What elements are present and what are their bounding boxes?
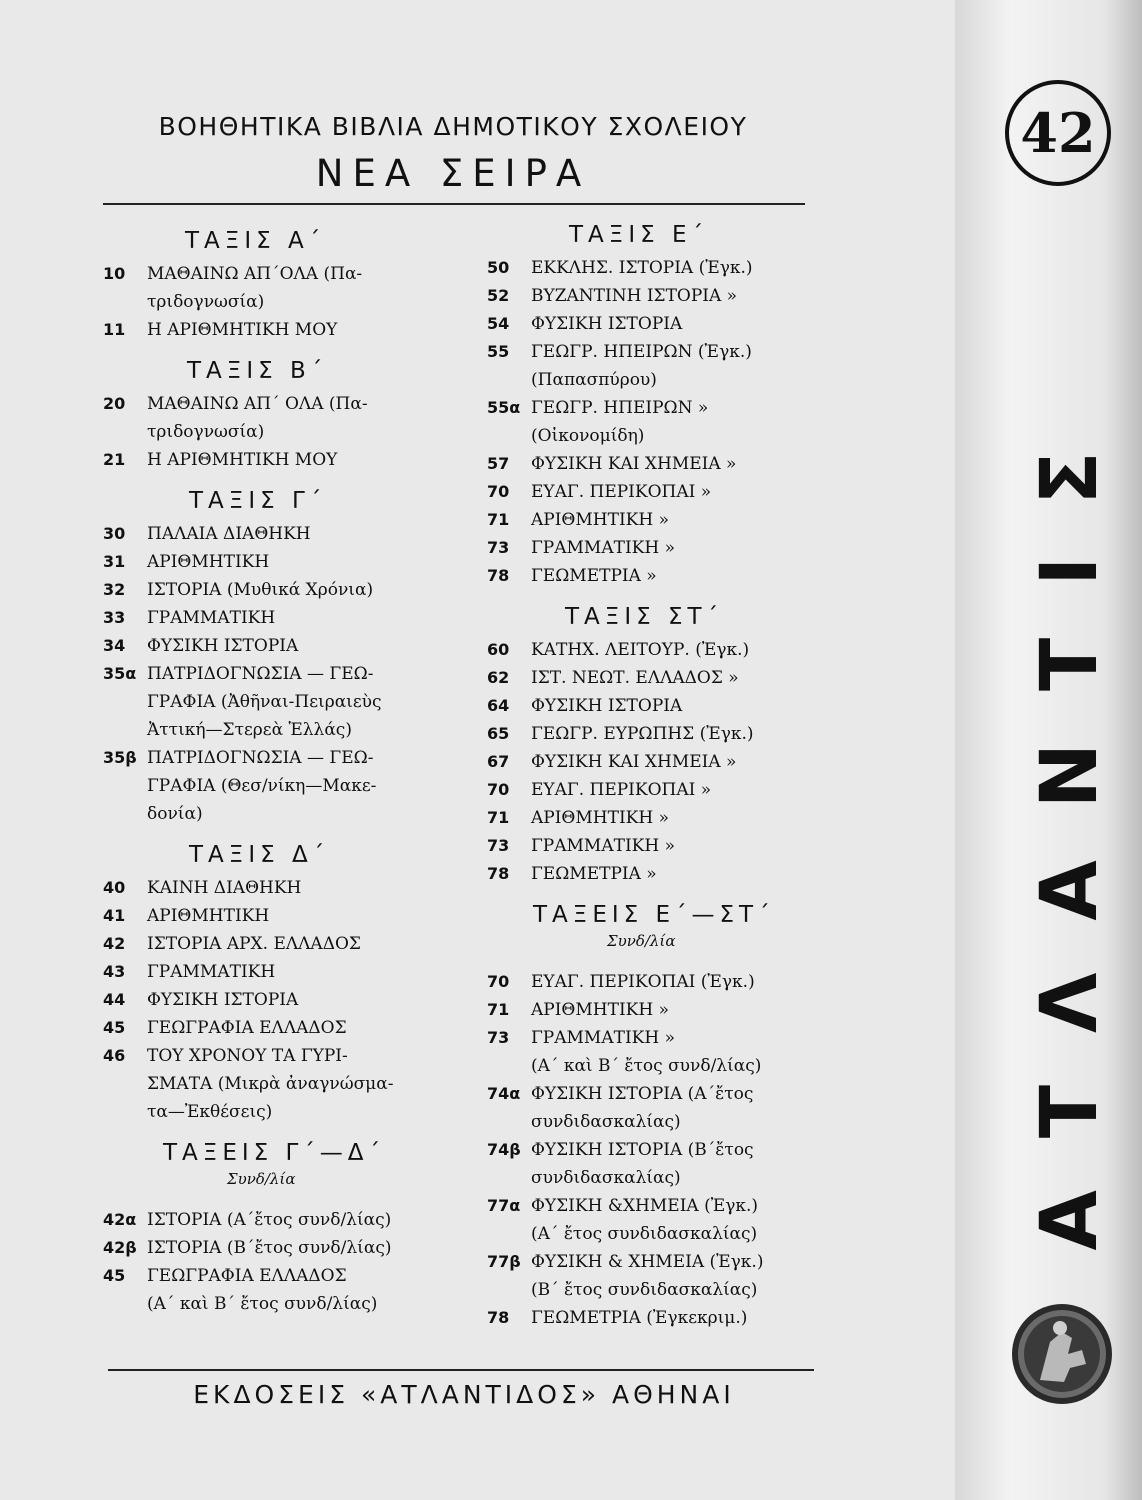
book-entry (103, 1014, 453, 1042)
coin-emblem-icon (1010, 1302, 1114, 1406)
book-title-line: (Α΄ καὶ Β΄ ἔτος συνδ/λίας) (531, 1056, 762, 1076)
left-column (103, 228, 453, 1318)
book-title (147, 390, 368, 446)
book-number: 33 (103, 608, 126, 627)
book-entry (103, 958, 453, 986)
book-title (531, 692, 682, 720)
book-number: 62 (487, 668, 510, 687)
book-title (147, 1262, 377, 1318)
book-entry (487, 282, 822, 310)
book-title (531, 450, 736, 478)
book-number: 41 (103, 906, 126, 925)
book-title-line: ΙΣΤΟΡΙΑ (Β΄ἔτος συνδ/λίας) (147, 1238, 392, 1258)
book-entry (103, 1042, 453, 1126)
book-title (147, 446, 337, 474)
book-entry (103, 316, 453, 344)
book-title-line: ΓΕΩΓΡΑΦΙΑ ΕΛΛΑΔΟΣ (147, 1018, 347, 1038)
book-title (147, 986, 298, 1014)
book-title (531, 1192, 758, 1248)
book-entry (487, 1304, 822, 1332)
book-entry (103, 1206, 453, 1234)
book-entry (487, 338, 822, 394)
book-number: 35α (103, 664, 137, 683)
book-title-line: ΚΑΤΗΧ. ΛΕΙΤΟΥΡ. (Ἐγκ.) (531, 640, 750, 660)
book-title-line: ΓΡΑΦΙΑ (Θεσ/νίκη—Μακε- (147, 776, 377, 796)
book-title-line: τριδογνωσία) (147, 292, 265, 312)
book-title-line: ΙΣΤ. ΝΕΩΤ. ΕΛΛΑΔΟΣ » (531, 668, 739, 688)
book-number: 65 (487, 724, 510, 743)
book-title (531, 254, 753, 282)
class-heading: ΤΑΞΙΣ Γ΄ (189, 488, 327, 514)
book-entry (103, 520, 453, 548)
spine-title: ΑΤΛΑΝΤΙΣ (1025, 399, 1115, 1251)
book-title-line: ΙΣΤΟΡΙΑ ΑΡΧ. ΕΛΛΑΔΟΣ (147, 934, 361, 954)
book-number: 55α (487, 398, 521, 417)
book-title (147, 874, 301, 902)
book-number: 21 (103, 450, 126, 469)
book-title (147, 632, 298, 660)
book-number: 57 (487, 454, 510, 473)
book-title-line: ΓΡΑΜΜΑΤΙΚΗ » (531, 1028, 675, 1048)
book-title (531, 860, 657, 888)
book-entry (103, 1234, 453, 1262)
book-number: 77β (487, 1252, 521, 1271)
book-entry (487, 534, 822, 562)
book-number: 74β (487, 1140, 521, 1159)
book-title-line: ΓΡΑΜΜΑΤΙΚΗ (147, 962, 276, 982)
book-title-line: συνδιδασκαλίας) (531, 1112, 681, 1132)
book-number: 73 (487, 836, 510, 855)
book-number: 78 (487, 864, 510, 883)
footer-rule (108, 1369, 814, 1371)
book-entry (103, 260, 453, 316)
book-title-line: ΦΥΣΙΚΗ ΙΣΤΟΡΙΑ (531, 696, 683, 716)
publisher-footer: ΕΚΔΟΣΕΙΣ «ΑΤΛΑΝΤΙΔΟΣ» ΑΘΗΝΑΙ (193, 1380, 735, 1409)
book-title (531, 804, 669, 832)
book-title (147, 660, 382, 744)
book-title (531, 968, 755, 996)
header-rule (103, 203, 805, 205)
page-title: ΒΟΗΘΗΤΙΚΑ ΒΙΒΛΙΑ ΔΗΜΟΤΙΚΟΥ ΣΧΟΛΕΙΟΥ (158, 112, 748, 141)
book-title (531, 562, 657, 590)
book-title-line: Ἀττική—Στερεὰ Ἑλλάς) (147, 720, 352, 740)
book-title-line: ΦΥΣΙΚΗ ΙΣΤΟΡΙΑ (147, 636, 299, 656)
book-entry (487, 664, 822, 692)
book-title-line: ΦΥΣΙΚΗ ΙΣΤΟΡΙΑ (531, 314, 683, 334)
book-number: 74α (487, 1084, 521, 1103)
book-title (531, 664, 739, 692)
book-number: 52 (487, 286, 510, 305)
book-number: 34 (103, 636, 126, 655)
book-number: 78 (487, 566, 510, 585)
book-entry (103, 874, 453, 902)
book-entry (103, 986, 453, 1014)
book-entry (487, 506, 822, 534)
book-entry (487, 692, 822, 720)
book-title (531, 534, 675, 562)
book-title-line: ΑΡΙΘΜΗΤΙΚΗ (147, 906, 270, 926)
book-title (147, 260, 362, 316)
book-title-line: ΓΕΩΜΕΤΡΙΑ (Ἐγκεκριμ.) (531, 1308, 748, 1328)
book-entry (487, 478, 822, 506)
book-number: 40 (103, 878, 126, 897)
book-entry (487, 748, 822, 776)
book-entry (103, 902, 453, 930)
book-title-line: ΑΡΙΘΜΗΤΙΚΗ » (531, 808, 669, 828)
book-number: 64 (487, 696, 510, 715)
book-title (147, 930, 361, 958)
book-number: 70 (487, 482, 510, 501)
book-title-line: ΓΕΩΓΡ. ΗΠΕΙΡΩΝ (Ἐγκ.) (531, 342, 752, 362)
series-title: ΝΕΑ ΣΕΙΡΑ (315, 152, 591, 195)
book-title-line: (Α΄ καὶ Β΄ ἔτος συνδ/λίας) (147, 1294, 378, 1314)
book-number: 42α (103, 1210, 137, 1229)
book-title-line: ΜΑΘΑΙΝΩ ΑΠ΄ΟΛΑ (Πα- (147, 264, 363, 284)
book-title-line: ΙΣΤΟΡΙΑ (Μυθικά Χρόνια) (147, 580, 374, 600)
book-title (147, 1042, 393, 1126)
right-column (487, 222, 822, 1332)
book-entry (487, 832, 822, 860)
catalog-number-badge: 42 (1005, 80, 1111, 186)
class-heading: ΤΑΞΕΙΣ Γ΄—Δ΄ (163, 1140, 386, 1166)
book-title-line: ΕΥΑΓ. ΠΕΡΙΚΟΠΑΙ » (531, 482, 712, 502)
book-entry (103, 930, 453, 958)
book-title-line: (Οἰκονομίδη) (531, 426, 645, 446)
book-number: 44 (103, 990, 126, 1009)
book-entry (487, 1024, 822, 1080)
book-title-line: ΤΟΥ ΧΡΟΝΟΥ ΤΑ ΓΥΡΙ- (147, 1046, 348, 1066)
book-title-line: (Α΄ ἔτος συνδιδασκαλίας) (531, 1224, 758, 1244)
book-entry (487, 310, 822, 338)
book-title-line: ΓΕΩΓΡ. ΗΠΕΙΡΩΝ » (531, 398, 709, 418)
book-title (147, 1234, 391, 1262)
book-title-line: ΓΡΑΦΙΑ (Ἀθῆναι-Πειραιεὺς (147, 692, 382, 712)
book-number: 42β (103, 1238, 137, 1257)
book-title (531, 776, 711, 804)
book-entry (487, 1248, 822, 1304)
book-title-line: ΓΕΩΓΡΑΦΙΑ ΕΛΛΑΔΟΣ (147, 1266, 347, 1286)
book-title-line: ΠΑΛΑΙΑ ΔΙΑΘΗΚΗ (147, 524, 311, 544)
book-number: 67 (487, 752, 510, 771)
book-number: 77α (487, 1196, 521, 1215)
book-title (531, 338, 752, 394)
book-number: 78 (487, 1308, 510, 1327)
class-subheading: Συνδ/λία (607, 932, 676, 950)
book-title-line: ΚΑΙΝΗ ΔΙΑΘΗΚΗ (147, 878, 302, 898)
book-title (147, 1206, 391, 1234)
book-entry (103, 632, 453, 660)
book-title (531, 748, 736, 776)
book-entry (103, 1262, 453, 1318)
book-entry (103, 604, 453, 632)
class-heading: ΤΑΞΙΣ Α΄ (185, 228, 326, 254)
class-heading: ΤΑΞΙΣ ΣΤ΄ (565, 604, 724, 630)
book-number: 71 (487, 510, 510, 529)
book-title-line: ΑΡΙΘΜΗΤΙΚΗ » (531, 1000, 669, 1020)
book-title-line: ΦΥΣΙΚΗ ΚΑΙ ΧΗΜΕΙΑ » (531, 454, 737, 474)
book-title (531, 478, 711, 506)
book-title (147, 520, 311, 548)
book-entry (487, 254, 822, 282)
book-title-line: ΒΥΖΑΝΤΙΝΗ ΙΣΤΟΡΙΑ » (531, 286, 738, 306)
class-subheading: Συνδ/λία (227, 1170, 296, 1188)
book-title (531, 1248, 763, 1304)
book-title (531, 832, 675, 860)
book-entry (103, 446, 453, 474)
book-title-line: ΓΕΩΜΕΤΡΙΑ » (531, 566, 657, 586)
book-title-line: τριδογνωσία) (147, 422, 265, 442)
book-number: 42 (103, 934, 126, 953)
book-title (147, 604, 275, 632)
book-title-line: ΠΑΤΡΙΔΟΓΝΩΣΙΑ — ΓΕΩ- (147, 664, 374, 684)
book-title-line: ΑΡΙΘΜΗΤΙΚΗ » (531, 510, 669, 530)
book-number: 71 (487, 808, 510, 827)
book-entry (487, 562, 822, 590)
book-title (147, 316, 337, 344)
book-title-line: ΑΡΙΘΜΗΤΙΚΗ (147, 552, 270, 572)
book-number: 35β (103, 748, 137, 767)
book-title (147, 548, 269, 576)
book-title-line: ΕΥΑΓ. ΠΕΡΙΚΟΠΑΙ » (531, 780, 712, 800)
book-entry (487, 804, 822, 832)
book-entry (487, 776, 822, 804)
book-title (147, 902, 269, 930)
book-number: 55 (487, 342, 510, 361)
book-title (147, 958, 275, 986)
book-number: 46 (103, 1046, 126, 1065)
book-title-line: δονία) (147, 804, 203, 824)
book-number: 30 (103, 524, 126, 543)
book-entry (487, 968, 822, 996)
book-entry (487, 636, 822, 664)
book-title (531, 1304, 747, 1332)
book-title-line: ΣΜΑΤΑ (Μικρὰ ἀναγνώσμα- (147, 1074, 394, 1094)
book-number: 70 (487, 972, 510, 991)
book-title (531, 1080, 753, 1136)
book-title-line: (Β΄ ἔτος συνδιδασκαλίας) (531, 1280, 758, 1300)
book-number: 71 (487, 1000, 510, 1019)
book-number: 20 (103, 394, 126, 413)
book-title-line: (Παπασπύρου) (531, 370, 657, 390)
book-title (147, 1014, 347, 1042)
book-title (531, 282, 737, 310)
book-number: 50 (487, 258, 510, 277)
book-title-line: ΓΡΑΜΜΑΤΙΚΗ » (531, 836, 675, 856)
book-number: 45 (103, 1018, 126, 1037)
book-title-line: Η ΑΡΙΘΜΗΤΙΚΗ ΜΟΥ (147, 450, 338, 470)
book-title (531, 636, 749, 664)
book-number: 31 (103, 552, 126, 571)
book-title-line: ΕΚΚΛΗΣ. ΙΣΤΟΡΙΑ (Ἐγκ.) (531, 258, 753, 278)
book-entry (487, 450, 822, 478)
book-number: 43 (103, 962, 126, 981)
book-title-line: ΙΣΤΟΡΙΑ (Α΄ἔτος συνδ/λίας) (147, 1210, 392, 1230)
book-title-line: ΦΥΣΙΚΗ ΙΣΤΟΡΙΑ (147, 990, 299, 1010)
book-title-line: ΦΥΣΙΚΗ &ΧΗΜΕΙΑ (Ἐγκ.) (531, 1196, 759, 1216)
book-number: 45 (103, 1266, 126, 1285)
book-title (531, 1136, 754, 1192)
book-entry (103, 576, 453, 604)
book-title-line: Η ΑΡΙΘΜΗΤΙΚΗ ΜΟΥ (147, 320, 338, 340)
book-number: 60 (487, 640, 510, 659)
book-title (531, 506, 669, 534)
book-title-line: ΦΥΣΙΚΗ ΙΣΤΟΡΙΑ (Α΄ἔτος (531, 1084, 754, 1104)
book-entry (487, 394, 822, 450)
book-number: 54 (487, 314, 510, 333)
book-title (531, 1024, 761, 1080)
book-title-line: ΓΕΩΓΡ. ΕΥΡΩΠΗΣ (Ἐγκ.) (531, 724, 754, 744)
book-entry (487, 1136, 822, 1192)
book-title (147, 576, 373, 604)
class-heading: ΤΑΞΕΙΣ Ε΄—ΣΤ΄ (533, 902, 775, 928)
book-title-line: ΓΕΩΜΕΤΡΙΑ » (531, 864, 657, 884)
book-number: 10 (103, 264, 126, 283)
book-entry (487, 1192, 822, 1248)
book-entry (487, 860, 822, 888)
book-title-line: ΜΑΘΑΙΝΩ ΑΠ΄ ΟΛΑ (Πα- (147, 394, 368, 414)
book-title-line: ΓΡΑΜΜΑΤΙΚΗ » (531, 538, 675, 558)
book-title-line: ΓΡΑΜΜΑΤΙΚΗ (147, 608, 276, 628)
book-title (531, 996, 669, 1024)
class-heading: ΤΑΞΙΣ Β΄ (187, 358, 328, 384)
book-entry (487, 1080, 822, 1136)
book-title-line: τα—Ἐκθέσεις) (147, 1102, 273, 1122)
book-title-line: ΦΥΣΙΚΗ & ΧΗΜΕΙΑ (Ἐγκ.) (531, 1252, 764, 1272)
book-entry (487, 996, 822, 1024)
book-title (531, 394, 708, 450)
class-heading: ΤΑΞΙΣ Δ΄ (189, 842, 330, 868)
book-number: 11 (103, 320, 126, 339)
book-title-line: συνδιδασκαλίας) (531, 1168, 681, 1188)
book-entry (103, 390, 453, 446)
book-number: 32 (103, 580, 126, 599)
book-title (531, 310, 682, 338)
book-number: 73 (487, 538, 510, 557)
book-title-line: ΕΥΑΓ. ΠΕΡΙΚΟΠΑΙ (Ἐγκ.) (531, 972, 755, 992)
class-heading: ΤΑΞΙΣ Ε΄ (569, 222, 708, 248)
book-entry (103, 548, 453, 576)
book-title (147, 744, 376, 828)
book-entry (103, 660, 453, 744)
book-number: 70 (487, 780, 510, 799)
book-title-line: ΦΥΣΙΚΗ ΚΑΙ ΧΗΜΕΙΑ » (531, 752, 737, 772)
book-title-line: ΦΥΣΙΚΗ ΙΣΤΟΡΙΑ (Β΄ἔτος (531, 1140, 754, 1160)
book-number: 73 (487, 1028, 510, 1047)
book-title-line: ΠΑΤΡΙΔΟΓΝΩΣΙΑ — ΓΕΩ- (147, 748, 374, 768)
book-entry (487, 720, 822, 748)
book-title (531, 720, 754, 748)
book-entry (103, 744, 453, 828)
